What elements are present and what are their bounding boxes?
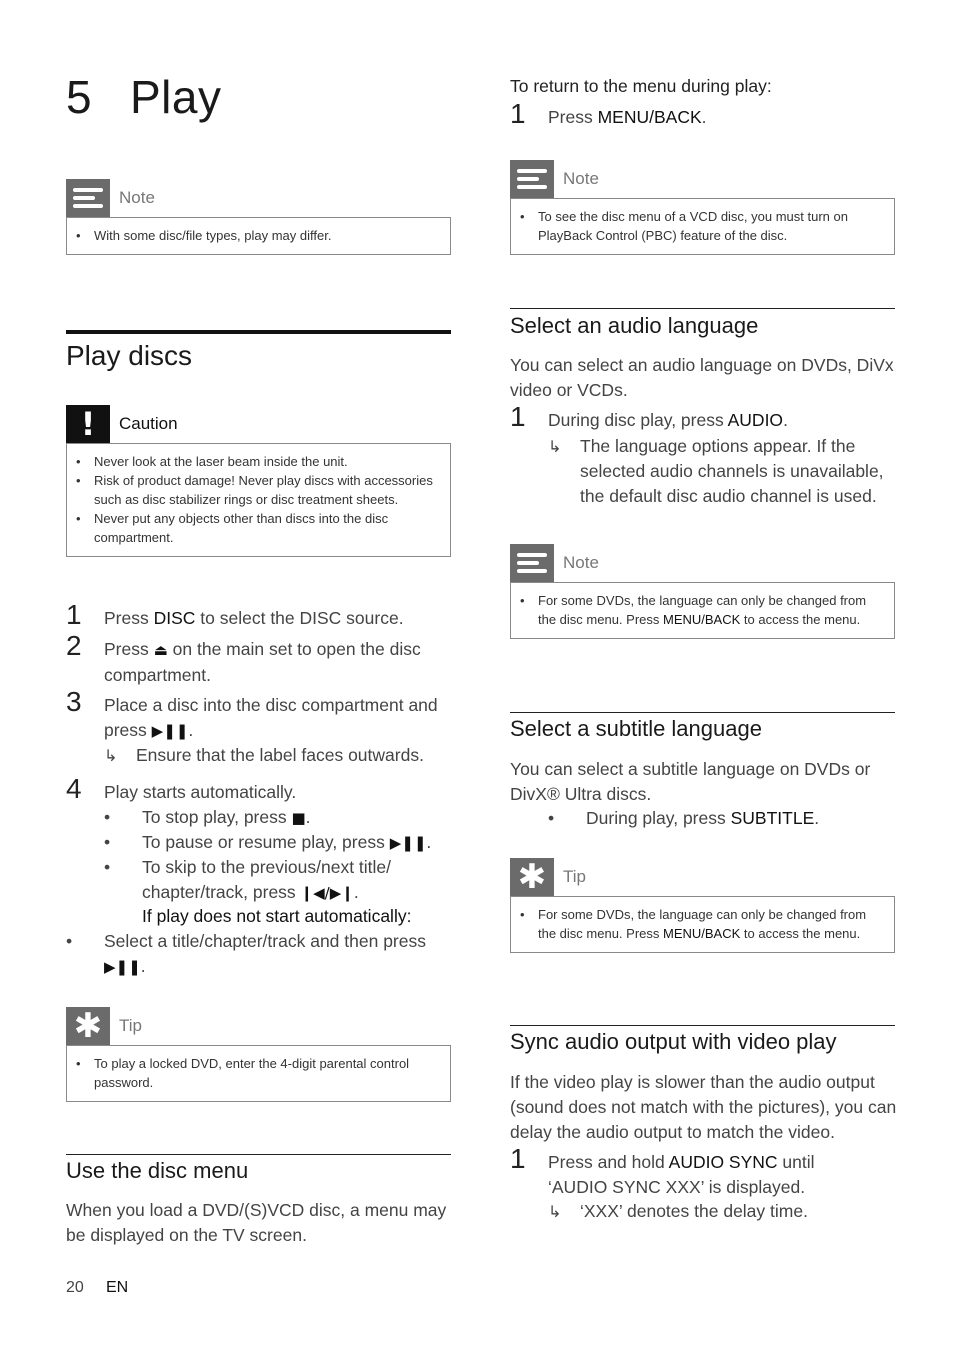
result-arrow: ↳ The language options appear. If the selected audio channels is unavailable, the default disc audio channel is used. [548,436,884,506]
tip-label: Tip [119,1016,142,1035]
note-label: Note [563,553,599,572]
step-1: 1 Press DISC to select the DISC source. [66,599,404,630]
tip-box [510,858,895,953]
section-title-subtitle: Select a subtitle language [510,716,762,741]
note-label: Note [563,169,599,188]
paragraph: You can select an audio language on DVDs, DiVx video or VCDs. [510,355,894,400]
chapter-heading [66,70,221,124]
play-pause-icon: ▶❚❚ [104,958,141,976]
caution-item: • Never look at the laser beam inside the unit. [94,452,440,471]
tip-box [66,1007,451,1102]
section-title-audio: Select an audio language [510,313,759,338]
section-title-play-discs: Play discs [66,340,193,371]
caution-item: • Risk of product damage! Never play discs with accessories such as disc stabilizer rings or disc treatment sheets. [94,471,440,509]
note-box [66,179,451,255]
exclamation-icon: ! [66,405,110,443]
play-pause-icon: ▶❚❚ [389,834,427,852]
eject-icon: ⏏ [153,641,168,659]
skip-icon: ❙◀/▶❙ [300,884,354,902]
paragraph: If the video play is slower than the audio output (sound does not match with the pictures), you can delay the audio output to match the video. [510,1072,897,1142]
result-arrow: ↳ Ensure that the label faces outwards. [104,743,454,768]
result-arrow: ↳ ‘XXX’ denotes the delay time. [548,1199,893,1224]
section-rule [510,1025,895,1026]
note-box [510,544,895,639]
caution-box [66,405,451,557]
list-item: • To stop play, press ■. [104,807,311,827]
section-rule [510,308,895,309]
caution-label: Caution [119,414,178,433]
section-rule [66,1154,451,1155]
language-code: EN [106,1279,129,1296]
list-item: • To pause or resume play, press ▶❚❚. [104,832,432,852]
arrow-icon: ↳ [548,1202,562,1221]
tip-item: • To play a locked DVD, enter the 4-digit parental control password. [94,1054,440,1092]
list-item: • To skip to the previous/next title/ chapter/track, press ❙◀/▶❙. [104,857,392,902]
note-item: • For some DVDs, the language can only be changed from the disc menu. Press MENU/BACK to access the menu. [538,591,884,629]
note-label: Note [119,188,155,207]
paragraph: When you load a DVD/(S)VCD disc, a menu may be displayed on the TV screen. [66,1200,447,1245]
asterisk-icon: ✱ [66,1007,110,1045]
step-3: 3 Place a disc into the disc compartment and press ▶❚❚. [66,686,438,740]
list-item: • Select a title/chapter/track and then press ▶❚❚. [66,931,426,976]
page-number: 20 [66,1279,84,1296]
note-item: • To see the disc menu of a VCD disc, you must turn on PlayBack Control (PBC) feature of the disc. [538,207,884,245]
step-2: 2 Press ⏏ on the main set to open the disc compartment. [66,630,421,685]
return-step: 1 Press MENU/BACK. [510,98,707,129]
section-title-sync: Sync audio output with video play [510,1029,837,1054]
note-icon [66,179,110,217]
tip-item: • For some DVDs, the language can only be changed from the disc menu. Press MENU/BACK to access the menu. [538,905,884,943]
step-4: 4 Play starts automatically. [66,773,297,804]
arrow-icon: ↳ [104,746,118,765]
bold-note: If play does not start automatically: [142,906,412,926]
return-heading: To return to the menu during play: [510,76,772,96]
chapter-number: 5 [66,71,93,123]
chapter-title: Play [130,71,222,123]
caution-item: • Never put any objects other than discs into the disc compartment. [94,509,440,547]
note-box [510,160,895,255]
sync-step: 1 Press and hold AUDIO SYNC until ‘AUDIO SYNC XXX’ is displayed. [510,1143,815,1197]
asterisk-icon: ✱ [510,858,554,896]
list-item: • During play, press SUBTITLE. [548,808,820,828]
section-title-disc-menu: Use the disc menu [66,1158,249,1183]
note-icon [510,160,554,198]
section-rule [510,712,895,713]
arrow-icon: ↳ [548,437,562,456]
note-icon [510,544,554,582]
play-pause-icon: ▶❚❚ [151,722,189,740]
section-rule [66,330,451,334]
stop-icon: ■ [291,809,306,827]
note-item: • With some disc/file types, play may differ. [94,226,440,245]
audio-step: 1 During disc play, press AUDIO. [510,401,788,432]
tip-label: Tip [563,867,586,886]
paragraph: You can select a subtitle language on DVDs or DivX® Ultra discs. [510,759,871,804]
